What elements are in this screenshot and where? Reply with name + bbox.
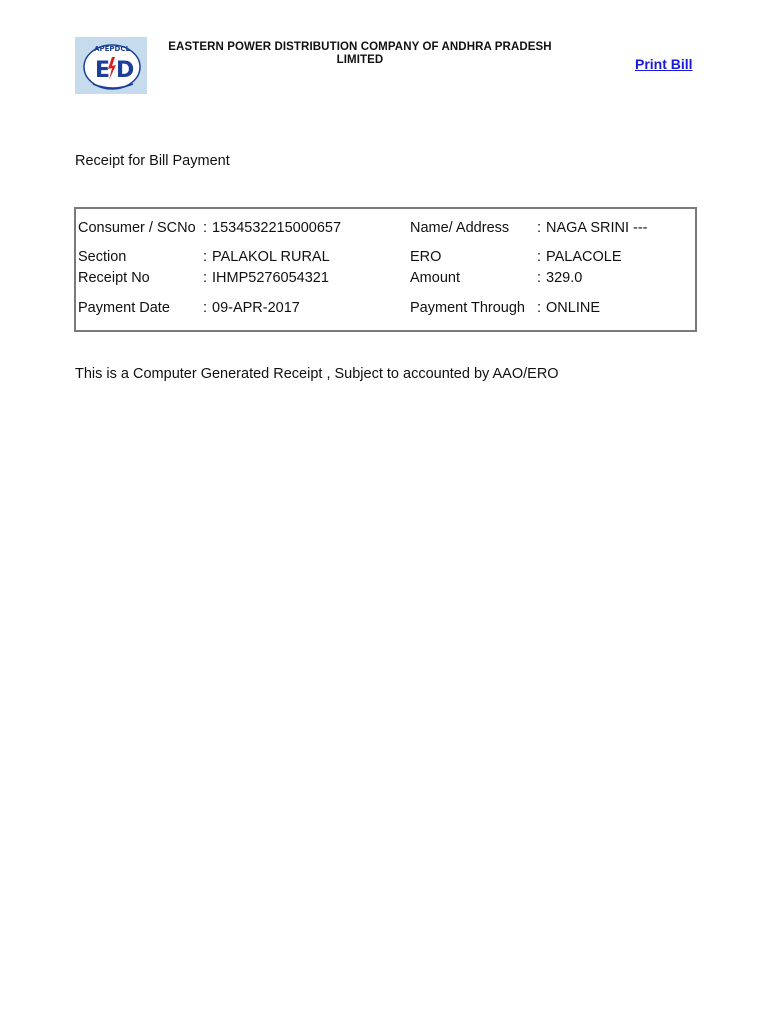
table-row [76, 209, 695, 247]
svg-text:D: D [116, 58, 135, 83]
table-row [76, 289, 695, 327]
field-colon: : [202, 219, 208, 236]
field-colon: : [536, 270, 542, 286]
svg-text:E: E [95, 58, 111, 83]
print-bill-link[interactable]: Print Bill [635, 56, 693, 72]
field-label: Payment Through [410, 299, 525, 316]
field-label: Section [78, 249, 127, 265]
table-row [76, 268, 695, 289]
table-row [76, 247, 695, 268]
section-value: PALAKOL RURAL [212, 249, 330, 265]
field-colon: : [536, 249, 542, 265]
receipt-title: Receipt for Bill Payment [75, 153, 230, 169]
name-address-value: NAGA SRINI --- [546, 219, 648, 236]
receipt-no-value: IHMP5276054321 [212, 270, 329, 286]
ero-value: PALACOLE [546, 249, 622, 265]
field-colon: : [202, 299, 208, 316]
consumer-scno-value: 1534532215000657 [212, 219, 342, 236]
field-label: Name/ Address [410, 219, 510, 236]
company-name [160, 41, 560, 67]
field-label: Payment Date [78, 299, 170, 316]
logo-graphic [75, 37, 147, 94]
field-label: Receipt No [78, 270, 150, 286]
field-label: Consumer / SCNo [78, 219, 196, 236]
apepdcl-logo [75, 37, 147, 94]
amount-value: 329.0 [546, 270, 583, 286]
company-name-line2: LIMITED [336, 54, 384, 66]
field-label: ERO [410, 249, 442, 265]
computer-generated-note: This is a Computer Generated Receipt , Subject to accounted by AAO/ERO [75, 366, 559, 382]
field-colon: : [202, 270, 208, 286]
payment-through-value: ONLINE [546, 299, 600, 316]
company-name-line1: EASTERN POWER DISTRIBUTION COMPANY OF ANDHRA PRADESH [168, 41, 552, 53]
logo-text-top: APEPDCL [94, 45, 130, 53]
receipt-details-box [74, 207, 697, 332]
payment-date-value: 09-APR-2017 [212, 299, 300, 316]
field-colon: : [536, 219, 542, 236]
receipt-details-table [76, 209, 695, 327]
field-colon: : [202, 249, 208, 265]
field-colon: : [536, 299, 542, 316]
field-label: Amount [410, 270, 460, 286]
